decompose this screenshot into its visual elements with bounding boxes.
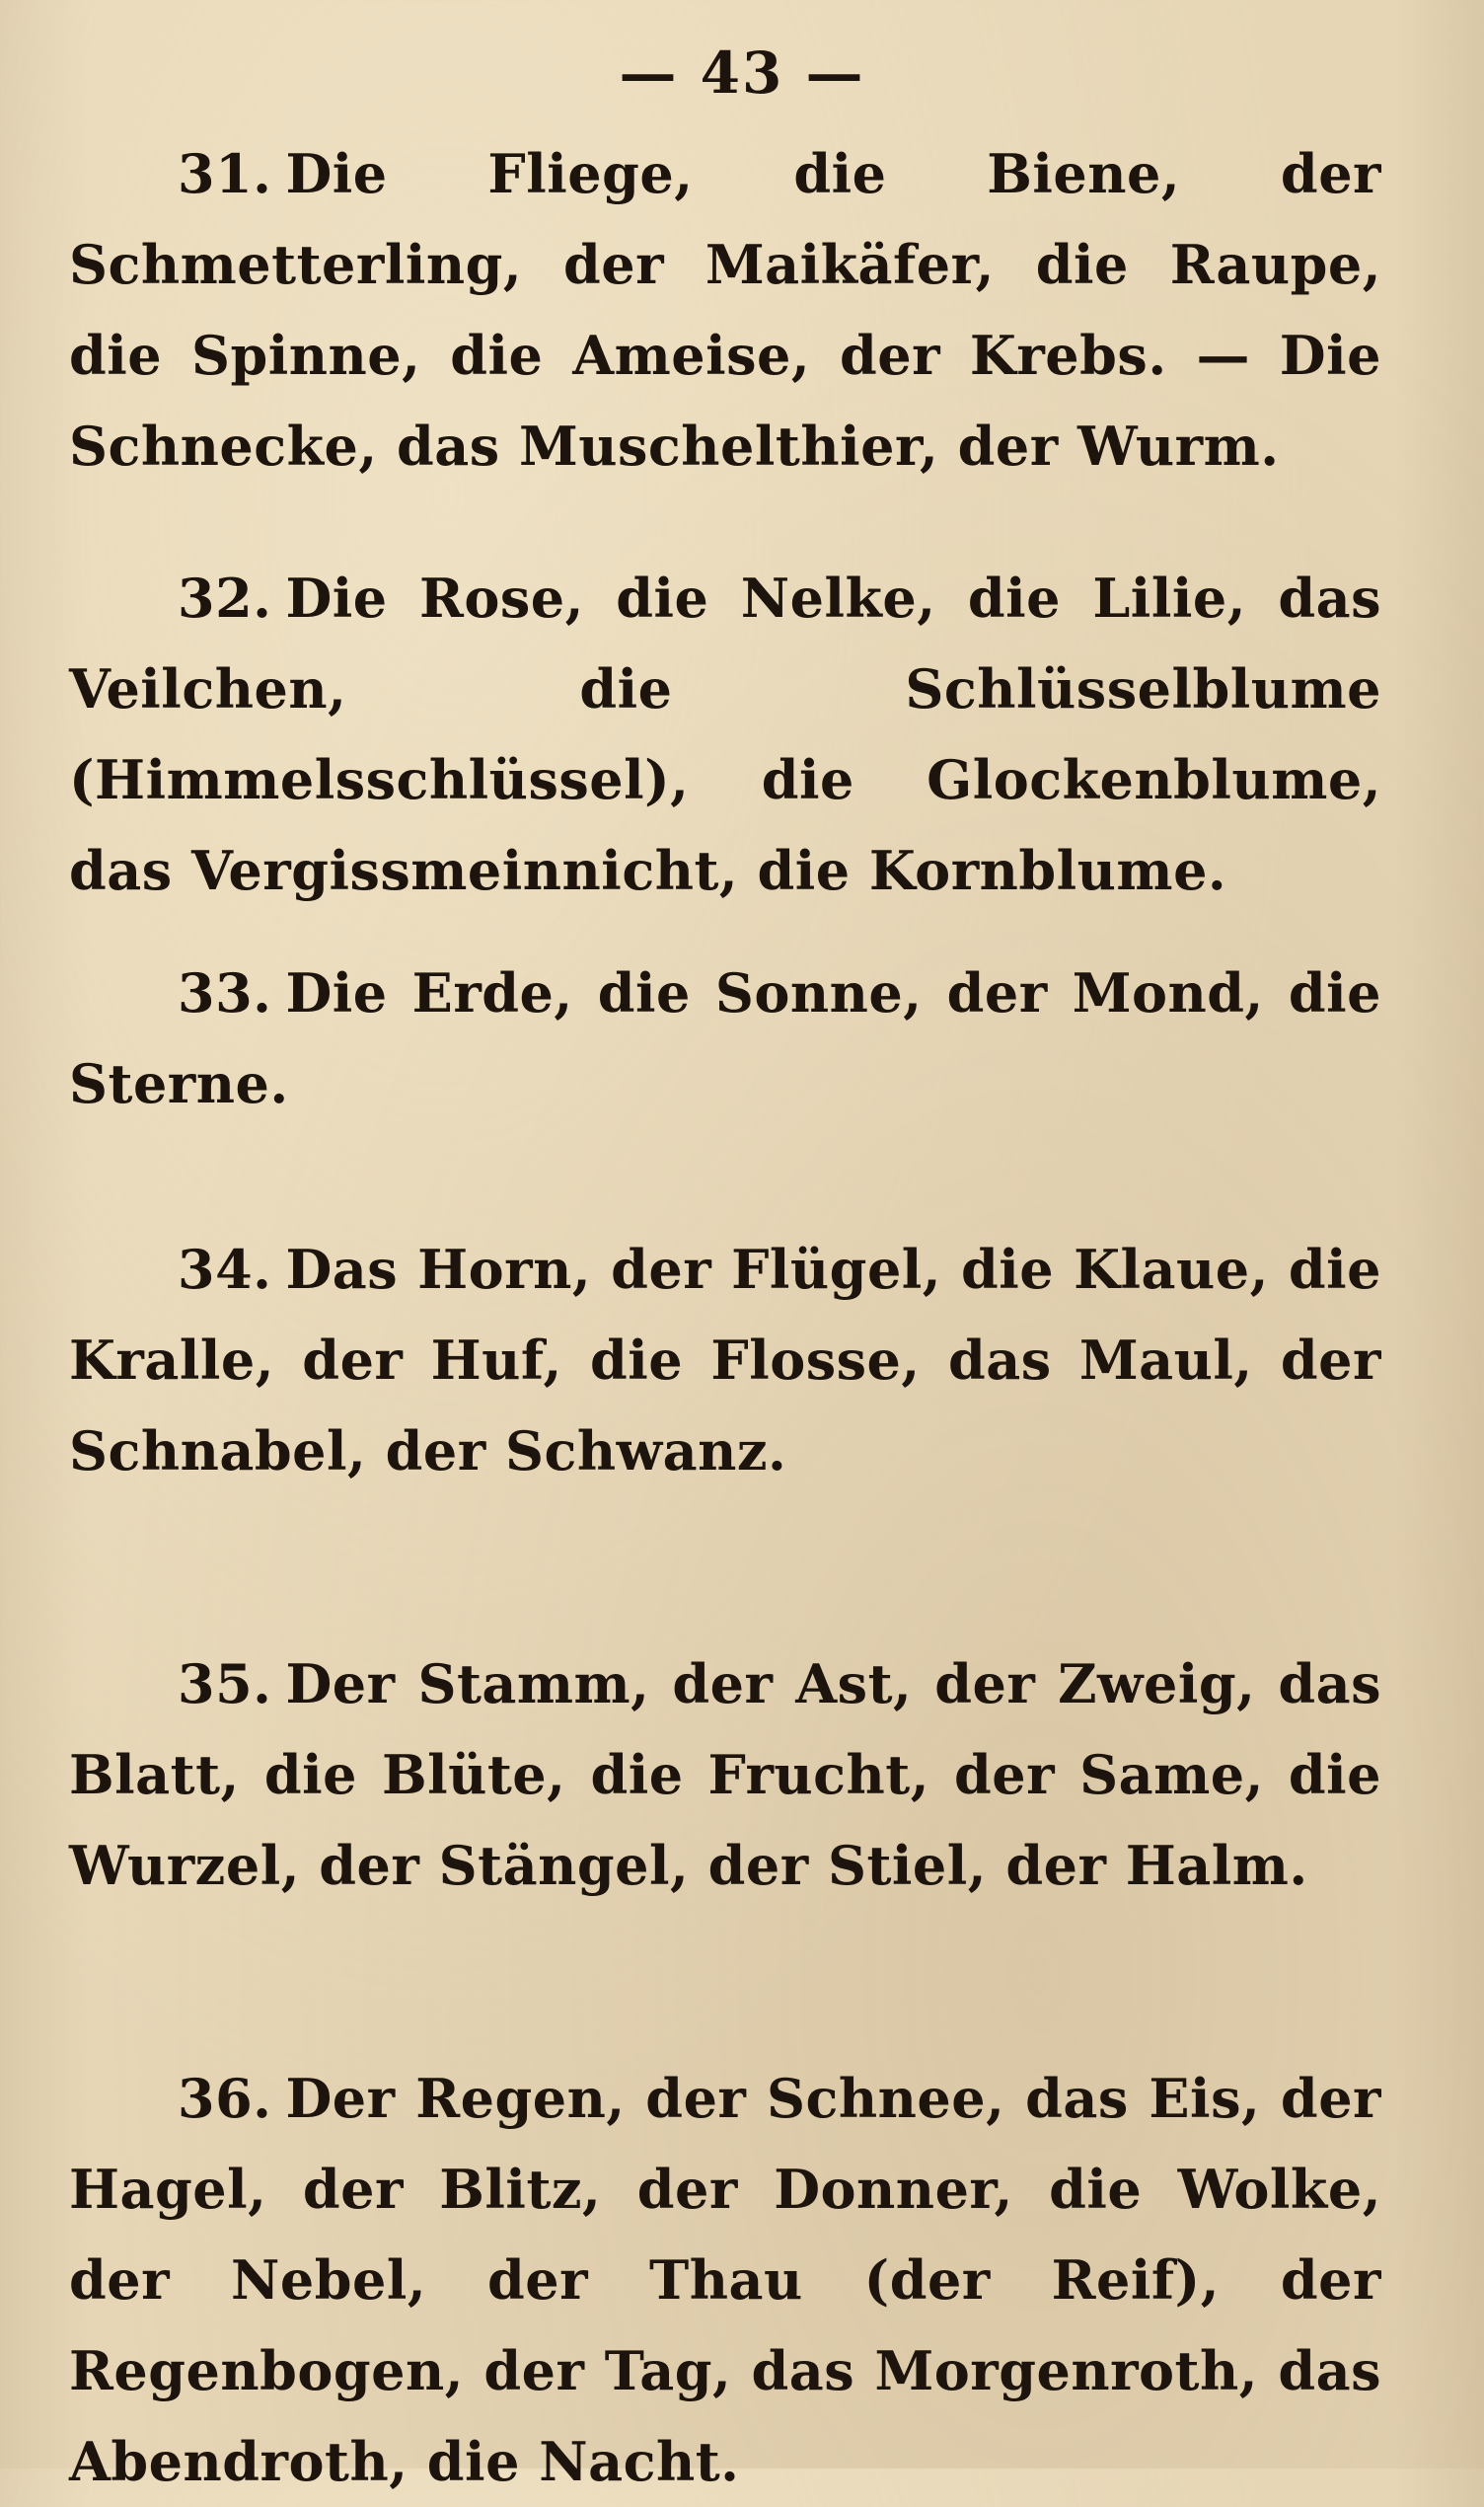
- entry-36: [69, 2053, 1381, 2507]
- entry-text: Die Rose, die Nelke, die Lilie, das Veilchen, die Schlüsselblume (Himmelsschlüssel), die Glockenblume, das Vergissmeinnicht, die Kornblume.: [69, 567, 1381, 902]
- entry-33: [69, 948, 1381, 1129]
- entry-number: 32.: [178, 567, 272, 630]
- page-number: — 43 —: [619, 39, 865, 107]
- entry-number: 35.: [178, 1652, 272, 1715]
- entry-text: Der Regen, der Schnee, das Eis, der Hagel, der Blitz, der Donner, die Wolke, der Nebel, der Thau (der Reif), der Regenbogen, der Tag, das Morgenroth, das Abendroth, die Nacht.: [69, 2067, 1381, 2493]
- entry-text: Die Erde, die Sonne, der Mond, die Sterne.: [69, 961, 1381, 1115]
- entry-number: 33.: [178, 961, 272, 1025]
- entry-number: 34.: [178, 1238, 272, 1301]
- entry-number: 36.: [178, 2067, 272, 2130]
- entry-35: [69, 1638, 1381, 1911]
- entry-32: [69, 553, 1381, 916]
- entry-text: Die Fliege, die Biene, der Schmetterling, der Maikäfer, die Raupe, die Spinne, die Ameise, der Krebs. — Die Schnecke, das Muschelthier, der Wurm.: [69, 142, 1381, 478]
- entry-text: Das Horn, der Flügel, die Klaue, die Kralle, der Huf, die Flosse, das Maul, der Schnabel, der Schwanz.: [69, 1238, 1381, 1482]
- entry-text: Der Stamm, der Ast, der Zweig, das Blatt, die Blüte, die Frucht, der Same, die Wurzel, der Stängel, der Stiel, der Halm.: [69, 1652, 1381, 1897]
- entry-number: 31.: [178, 142, 272, 205]
- entry-34: [69, 1224, 1381, 1496]
- entry-31: [69, 128, 1381, 492]
